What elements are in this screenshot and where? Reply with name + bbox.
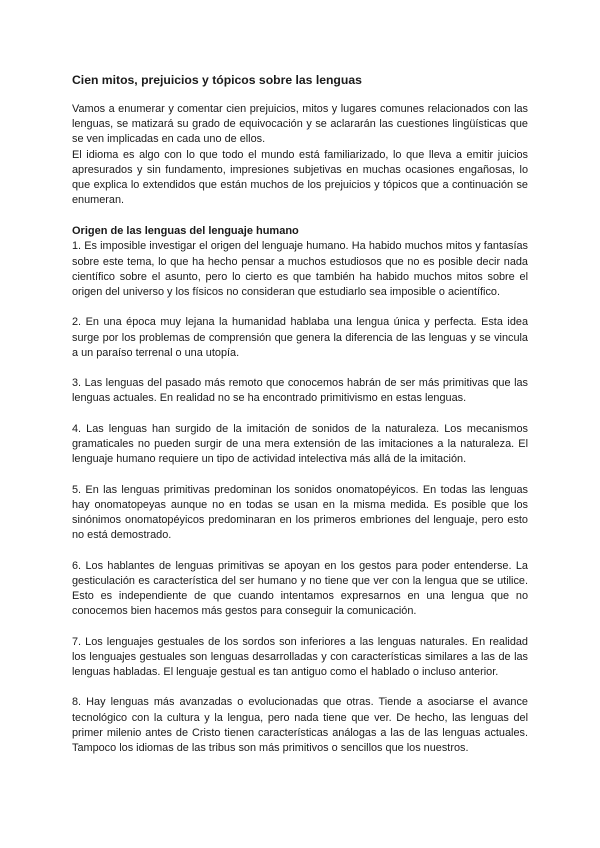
- myth-paragraph-8: 8. Hay lenguas más avanzadas o evolucionadas que otras. Tiende a asociarse el avance tecnológico con la cultura y la lengua, pero nada tiene que ver. De hecho, las lenguas del primer milenio antes de Cristo tienen características análogas a las de las lenguas actuales. Tampoco los idiomas de las tribus son más primitivos o sencillos que los nuestros.: [72, 696, 528, 755]
- myth-paragraph-5: 5. En las lenguas primitivas predominan los sonidos onomatopéyicos. En todas las lenguas hay onomatopeyas aunque no en todas se usan en la misma medida. Es posible que los sinónimos onomatopéyicos predominaran en los primeros embriones del lenguaje, pero esto no está demostrado.: [72, 483, 528, 542]
- intro-paragraph: Vamos a enumerar y comentar cien prejuicios, mitos y lugares comunes relacionados con las lenguas, se matizará su grado de equivocación y se aclararán las cuestiones lingüísticas que se ven implicadas en cada uno de ellos.: [72, 103, 528, 146]
- intro-paragraph: El idioma es algo con lo que todo el mundo está familiarizado, lo que lleva a emitir juicios apresurados y sin fundamento, impresiones subjetivas en muchas ocasiones engañosas, lo que explica lo extendidos que están muchos de los prejuicios y tópicos que a continuación se enumeran.: [72, 148, 528, 207]
- myth-paragraph-6: 6. Los hablantes de lenguas primitivas se apoyan en los gestos para poder entenderse. La gesticulación es característica del ser humano y no tiene que ver con la lengua que se utilice. Esto es independiente de que cuando intentamos expresarnos en una lengua que no conocemos bien hacemos más gestos para conseguir la comunicación.: [72, 559, 528, 618]
- myth-paragraph-7: 7. Los lenguajes gestuales de los sordos son inferiores a las lenguas naturales. En realidad los lenguajes gestuales son lenguas desarrolladas y con características similares a las de las lenguas habladas. El lenguaje gestual es tan antiguo como el hablado o incluso anterior.: [72, 635, 528, 679]
- document-title: Cien mitos, prejuicios y tópicos sobre las lenguas: [72, 73, 362, 87]
- document-page: [72, 72, 528, 771]
- section-heading: Origen de las lenguas del lenguaje humano: [72, 225, 299, 238]
- intro-section: [72, 102, 528, 208]
- myth-paragraph-2: 2. En una época muy lejana la humanidad hablaba una lengua única y perfecta. Esta idea surge por los problemas de comprensión que genera la diferencia de las lenguas y se vincula a un paraíso terrenal o una utopía.: [72, 316, 528, 359]
- myth-paragraph-3: 3. Las lenguas del pasado más remoto que conocemos habrán de ser más primitivas que las lenguas actuales. En realidad no se ha encontrado primitivismo en estas lenguas.: [72, 377, 528, 405]
- myth-paragraph-1: 1. Es imposible investigar el origen del lenguaje humano. Ha habido muchos mitos y fantasías sobre este tema, lo que ha hecho pensar a muchos estudiosos que no es posible decir nada científico sobre el asunto, pero lo cierto es que también ha habido muchos mitos sobre el origen del universo y los físicos no consideran que estudiarlo sea imposible o acientífico.: [72, 240, 528, 299]
- myth-paragraph-4: 4. Las lenguas han surgido de la imitación de sonidos de la naturaleza. Los mecanismos gramaticales no pueden surgir de una mera extensión de las imitaciones a la naturaleza. El lenguaje humano requiere un tipo de actividad intelectiva más allá de la imitación.: [72, 422, 528, 466]
